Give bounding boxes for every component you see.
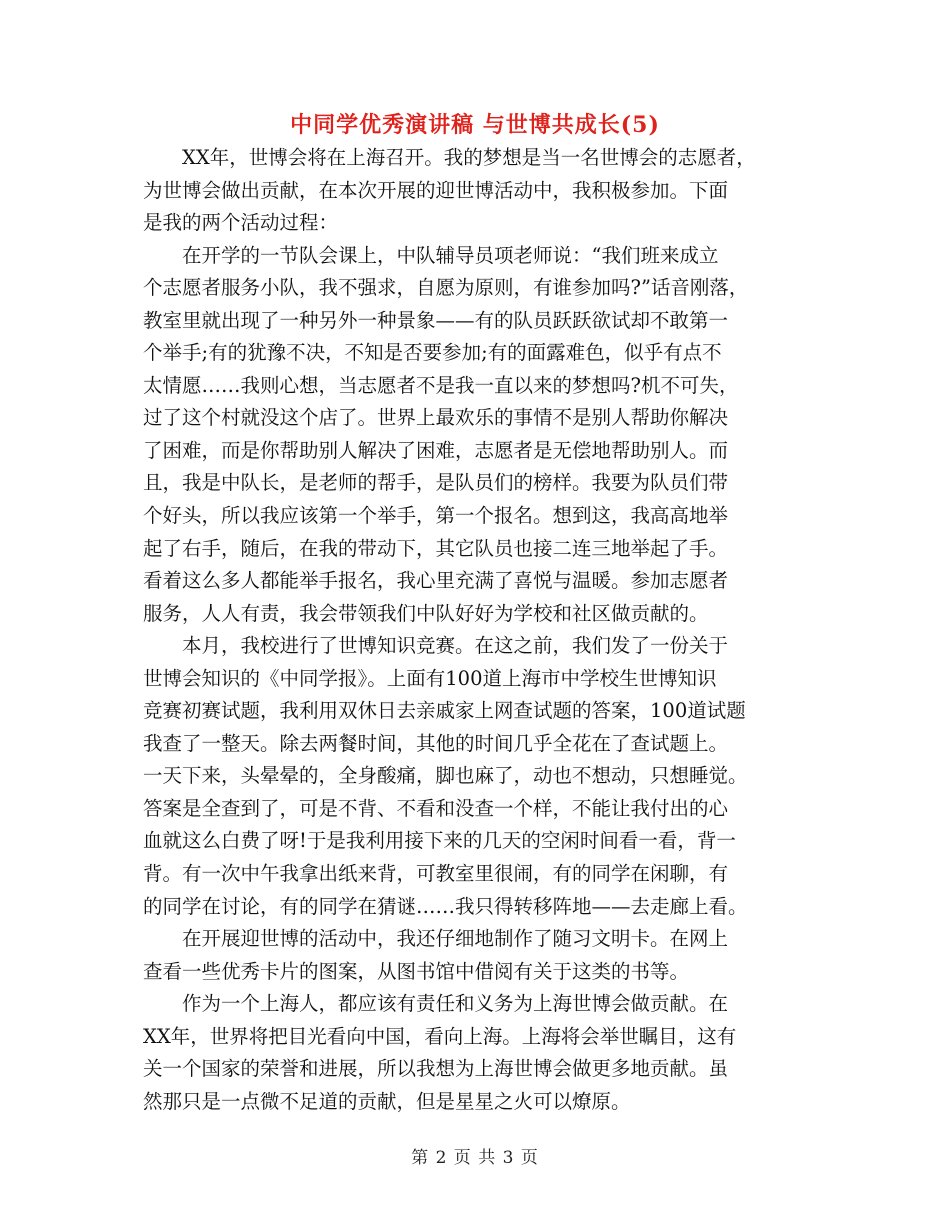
body-line: 血就这么白费了呀!于是我利用接下来的几天的空闲时间看一看，背一 bbox=[143, 829, 736, 853]
body-line: 为世博会做出贡献，在本次开展的迎世博活动中，我积极参加。下面 bbox=[143, 178, 729, 202]
body-line: 起了右手，随后，在我的带动下，其它队员也接二连三地举起了手。 bbox=[143, 536, 729, 560]
body-line: 个举手;有的犹豫不决，不知是否要参加;有的面露难色，似乎有点不 bbox=[143, 341, 722, 365]
body-line: 世博会知识的《中同学报》。上面有100道上海市中学校生世博知识 bbox=[143, 666, 717, 690]
body-line: 的同学在讨论，有的同学在猜谜……我只得转移阵地——去走廊上看。 bbox=[143, 894, 748, 918]
body-line: 我查了一整天。除去两餐时间，其他的时间几乎全花在了查试题上。 bbox=[143, 731, 729, 755]
body-line: 在开学的一节队会课上，中队辅导员项老师说：“我们班来成立 bbox=[143, 243, 719, 267]
body-line: 了困难，而是你帮助别人解决了困难，志愿者是无偿地帮助别人。而 bbox=[143, 438, 729, 462]
body-line: 关一个国家的荣誉和进展，所以我想为上海世博会做更多地贡献。虽 bbox=[143, 1057, 729, 1081]
body-text bbox=[143, 142, 808, 1118]
body-line: 看着这么多人都能举手报名，我心里充满了喜悦与温暖。参加志愿者 bbox=[143, 569, 729, 593]
body-line: 答案是全查到了，可是不背、不看和没查一个样，不能让我付出的心 bbox=[143, 796, 729, 820]
body-line: 一天下来，头晕晕的，全身酸痛，脚也麻了，动也不想动，只想睡觉。 bbox=[143, 764, 748, 788]
page-footer: 第 2 页 共 3 页 bbox=[411, 1148, 539, 1168]
body-line: 查看一些优秀卡片的图案，从图书馆中借阅有关于这类的书等。 bbox=[143, 959, 690, 983]
body-line: 教室里就出现了一种另外一种景象——有的队员跃跃欲试却不敢第一 bbox=[143, 308, 729, 332]
body-line: 背。有一次中午我拿出纸来背，可教室里很闹，有的同学在闲聊，有 bbox=[143, 862, 729, 886]
body-line: XX年，世博会将在上海召开。我的梦想是当一名世博会的志愿者， bbox=[143, 146, 756, 169]
body-line: 在开展迎世博的活动中，我还仔细地制作了随习文明卡。在网上 bbox=[143, 927, 729, 951]
body-line: 太情愿……我则心想，当志愿者不是我一直以来的梦想吗?机不可失， bbox=[143, 373, 739, 397]
body-line: XX年，世界将把目光看向中国，看向上海。上海将会举世瞩目，这有 bbox=[143, 1024, 737, 1048]
body-line: 本月，我校进行了世博知识竞赛。在这之前，我们发了一份关于 bbox=[143, 634, 729, 658]
body-line: 个好头，所以我应该第一个举手，第一个报名。想到这，我高高地举 bbox=[143, 504, 729, 528]
body-line: 个志愿者服务小队，我不强求，自愿为原则，有谁参加吗?”话音刚落， bbox=[143, 276, 749, 300]
body-line: 且，我是中队长，是老师的帮手，是队员们的榜样。我要为队员们带 bbox=[143, 471, 729, 495]
page-title: 中同学优秀演讲稿 与世博共成长(5) bbox=[290, 112, 660, 138]
body-line: 是我的两个活动过程： bbox=[143, 211, 339, 235]
body-line: 竞赛初赛试题，我利用双休日去亲戚家上网查试题的答案，100道试题 bbox=[143, 699, 746, 723]
body-line: 过了这个村就没这个店了。世界上最欢乐的事情不是别人帮助你解决 bbox=[143, 406, 729, 430]
body-line: 服务，人人有责，我会带领我们中队好好为学校和社区做贡献的。 bbox=[143, 601, 709, 625]
body-line: 然那只是一点微不足道的贡献，但是星星之火可以燎原。 bbox=[143, 1089, 631, 1113]
body-line: 作为一个上海人，都应该有责任和义务为上海世博会做贡献。在 bbox=[143, 992, 729, 1016]
